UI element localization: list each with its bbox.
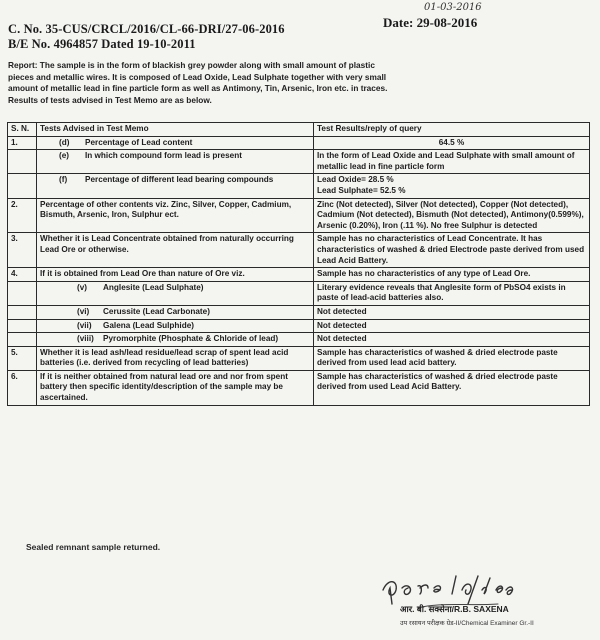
table-row [8, 305, 590, 319]
row-test-text: Pyromorphite (Phosphate & Chloride of lead) [103, 334, 279, 344]
row-result: Lead Oxide= 28.5 % Lead Sulphate= 52.5 % [314, 174, 590, 198]
row-result: Literary evidence reveals that Anglesite form of PbSO4 exists in paste of lead-acid batteries also. [314, 281, 590, 305]
table-row [8, 281, 590, 305]
row-sn: 3. [8, 233, 37, 268]
report-line: pieces and metallic wires. It is composed of Lead Oxide, Lead Sulphate together with very small [8, 71, 387, 82]
row-test [37, 333, 314, 347]
table-row [8, 150, 590, 174]
row-test-text: Cerussite (Lead Carbonate) [103, 306, 210, 316]
row-test: Whether it is lead ash/lead residue/lead scrap of spent lead acid batteries (i.e. derived from recycling of lead batteries) [37, 346, 314, 370]
row-sn [8, 305, 37, 319]
row-test: If it is neither obtained from natural lead ore and nor from spent battery then specific identity/description of the sample may be ascertained. [37, 370, 314, 405]
row-sn [8, 333, 37, 347]
row-test: Whether it is Lead Concentrate obtained from naturally occurring Lead Ore or otherwise. [37, 233, 314, 268]
report-line: amount of metallic lead in fine particle form as well as Antimony, Tin, Arsenic, Iron etc. in traces. [8, 83, 388, 94]
case-number: C. No. 35-CUS/CRCL/2016/CL-66-DRI/27-06-2016 [8, 22, 285, 36]
table-row [8, 198, 590, 233]
row-test: Percentage of other contents viz. Zinc, Silver, Copper, Cadmium, Bismuth, Arsenic, Iron, Sulphur ect. [37, 198, 314, 233]
row-sn: 4. [8, 268, 37, 282]
row-sub-index: (d) [59, 137, 70, 147]
row-result: In the form of Lead Oxide and Lead Sulphate with small amount of metallic lead in fine particle form [314, 150, 590, 174]
report-date: Date: 29-08-2016 [383, 15, 478, 30]
row-test [37, 305, 314, 319]
row-test: If it is obtained from Lead Ore than nature of Ore viz. [37, 268, 314, 282]
row-test-text: Anglesite (Lead Sulphate) [103, 282, 204, 292]
row-test-text: Percentage of different lead bearing compounds [85, 175, 274, 185]
row-result: Sample has characteristics of washed & dried electrode paste derived from used Lead Acid Battery. [314, 370, 590, 405]
row-sn [8, 281, 37, 305]
row-test-text: In which compound form lead is present [85, 151, 242, 161]
be-number: B/E No. 4964857 Dated 19-10-2011 [8, 37, 196, 51]
table-row [8, 346, 590, 370]
signatory-designation: उप रसायन परीक्षक ग्रेड-II/Chemical Examiner Gr.-II [400, 620, 534, 627]
table-row [8, 370, 590, 405]
row-test [37, 319, 314, 333]
row-test [37, 150, 314, 174]
header-tests: Tests Advised in Test Memo [37, 123, 314, 137]
table-row [8, 233, 590, 268]
row-result: Zinc (Not detected), Silver (Not detected), Copper (Not detected), Cadmium (Not detected), Bismuth (Not detected), Antimony(0.599%), Arsenic (0.20%), Iron (.11 %). No free Sulphur is detected [314, 198, 590, 233]
report-line: Results of tests advised in Test Memo are as below. [8, 94, 212, 105]
row-sub-index: (vi) [77, 306, 90, 316]
table-row [8, 333, 590, 347]
row-result: Sample has no characteristics of any type of Lead Ore. [314, 268, 590, 282]
report-line: Report: The sample is in the form of blackish grey powder along with small amount of plastic [8, 60, 375, 70]
row-result: Sample has characteristics of washed & dried electrode paste derived from used lead acid battery. [314, 346, 590, 370]
row-sub-index: (e) [59, 151, 70, 161]
row-sn [8, 319, 37, 333]
row-sn: 1. [8, 136, 37, 150]
table-header-row [8, 123, 590, 137]
row-sn: 2. [8, 198, 37, 233]
report-paragraph [8, 60, 586, 106]
header-sn: S. N. [8, 123, 37, 137]
row-test [37, 136, 314, 150]
row-sn: 6. [8, 370, 37, 405]
row-result: 64.5 % [314, 136, 590, 150]
header-results: Test Results/reply of query [314, 123, 590, 137]
row-result: Not detected [314, 319, 590, 333]
row-sub-index: (viii) [77, 334, 94, 344]
row-test-text: Percentage of Lead content [85, 137, 193, 147]
table-row [8, 174, 590, 198]
row-test [37, 174, 314, 198]
row-test [37, 281, 314, 305]
test-results-table [7, 122, 590, 406]
table-row [8, 268, 590, 282]
table-row [8, 136, 590, 150]
handwritten-date: 01-03-2016 [424, 2, 482, 13]
signatory-name: आर. बी. सक्सेना/R.B. SAXENA [400, 604, 509, 614]
row-sn [8, 150, 37, 174]
row-result: Not detected [314, 333, 590, 347]
row-sub-index: (f) [59, 175, 68, 185]
table-row [8, 319, 590, 333]
row-result: Not detected [314, 305, 590, 319]
row-sub-index: (vii) [77, 320, 92, 330]
row-test-text: Galena (Lead Sulphide) [103, 320, 194, 330]
row-sn: 5. [8, 346, 37, 370]
sealed-remnant-note: Sealed remnant sample returned. [26, 542, 161, 552]
row-sn [8, 174, 37, 198]
row-sub-index: (v) [77, 282, 88, 292]
row-result: Sample has no characteristics of Lead Concentrate. It has characteristics of washed & dried Electrode paste derived from used Lead Acid Battery. [314, 233, 590, 268]
